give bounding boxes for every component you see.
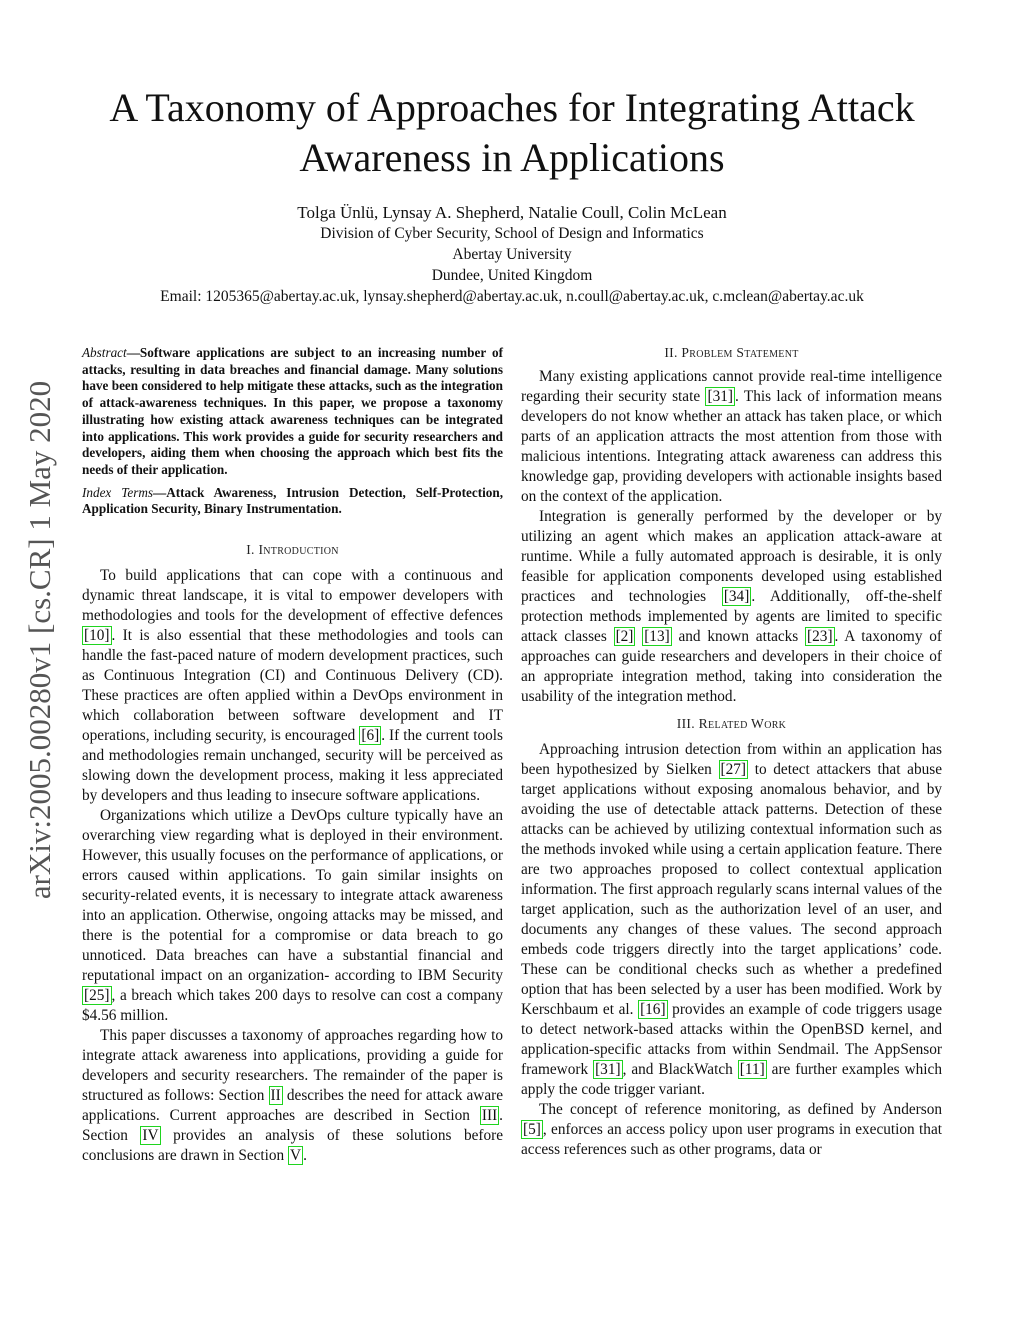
section-title: Introduction [258, 542, 339, 558]
text-run: Many existing applications cannot provide real-time intelligence regarding their security state [521, 368, 942, 405]
arxiv-identifier: arXiv:2005.00280v1 [cs.CR] 1 May 2020 [22, 380, 57, 900]
paragraph [82, 566, 503, 806]
abstract-label: Abstract [82, 345, 127, 360]
text-run: . Additionally, off-the-shelf protection methods implemented by agents are limited to specific attack classes [521, 588, 942, 645]
text-run: To build applications that can cope with a continuous and dynamic threat landscape, it is vital to empower developers with methodologies and tools for the development of effective defences [82, 567, 503, 625]
index-terms-label: Index Terms [82, 484, 153, 500]
index-terms-dash: — [153, 484, 167, 500]
section-link[interactable]: III [481, 1107, 498, 1125]
affiliation-emails: Email: 1205365@abertay.ac.uk, lynsay.shepherd@abertay.ac.uk, n.coull@abertay.ac.uk, c.mclean@abertay.ac.uk [160, 288, 864, 305]
text-run: describes the need for attack aware applications. Current approaches are described in Section [82, 1087, 503, 1125]
citation-link[interactable]: [11] [739, 1061, 765, 1078]
index-terms [82, 485, 503, 518]
abstract-text: Software applications are subject to an increasing number of attacks, resulting in data breaches and financial damage. Many solutions have been considered to help mitigate these attacks, such as the integration of attack-awareness techniques. In this paper, we propose a taxonomy illustrating how existing attack awareness techniques can be integrated into applications. This work provides a guide for security researchers and developers, aiding them when choosing the approach which best fits the needs of their application. [82, 345, 503, 477]
citation-link[interactable]: [23] [807, 628, 833, 645]
citation-link[interactable]: [2] [615, 628, 634, 645]
section-title: Problem Statement [681, 345, 799, 360]
introduction-body [82, 566, 503, 1166]
text-run: The concept of reference monitoring, as defined by Anderson [539, 1101, 942, 1118]
citation-link[interactable]: [5] [523, 1121, 541, 1138]
arxiv-sidebar [10, 320, 70, 960]
text-run: , a breach which takes 200 days to resolve can cost a company $4.56 million. [82, 987, 503, 1025]
section-heading-introduction [82, 542, 503, 558]
citation-link[interactable]: [10] [84, 627, 110, 645]
text-run: , and BlackWatch [622, 1061, 738, 1078]
section-number: I. [246, 542, 255, 558]
text-run: are further examples which apply the code trigger variant. [521, 1061, 942, 1098]
affiliation-location: Dundee, United Kingdom [431, 267, 593, 284]
citation-link[interactable]: [27] [720, 761, 747, 778]
section-heading-related-work [521, 716, 942, 732]
paragraph [82, 1026, 503, 1166]
text-run: . If the current tools and methodologies remain unchanged, security will be perceived as slowing down the development process, making it less appreciated by developers and thus leading to insecure software applications. [82, 727, 503, 805]
paper-title [60, 83, 964, 183]
citation-link[interactable]: [13] [644, 628, 670, 645]
abstract-dash: — [126, 345, 140, 360]
paragraph [521, 367, 942, 507]
text-run: . This lack of information means developers do not know whether an attack has taken place, or which parts of an application attracts the most attention from those with malicious intentions. Integrating attack awareness can address this knowledge gap, providing developers with actionable insights based on the context of the application. [521, 388, 942, 505]
text-run: Organizations which utilize a DevOps culture typically have an overarching view regarding what is deployed in their environment. However, this usually focuses on the performance of applications, or errors caused within applications. To gain similar insights on security-related events, it is necessary to integrate attack awareness into an application. Otherwise, ongoing attacks may be missed, and there is the potential for a compromise or data breach to go unnoticed. Data breaches can have a substantial financial and reputational impact on an organization- according to IBM Security [82, 807, 503, 985]
left-column [82, 345, 503, 1166]
text-run: provides an analysis of these solutions before conclusions are drawn in Section [82, 1127, 504, 1165]
section-heading-problem-statement [521, 345, 942, 361]
paragraph [82, 806, 503, 1026]
text-run: . It is also essential that these methodologies and tools can handle the fast-paced nature of modern development practices, such as Continuous Integration (CI) and Continuous Delivery (CD). These practices are often applied within a DevOps environment in which collaboration between software development and IT operations, including security, is encouraged [82, 627, 503, 745]
paragraph [521, 1100, 942, 1160]
text-run: . [303, 1147, 307, 1165]
index-terms-text: Attack Awareness, Intrusion Detection, Self-Protection, Application Security, Binary Instrumentation. [82, 484, 503, 517]
section-number: II. [664, 345, 678, 360]
text-run: This paper discusses a taxonomy of approaches regarding how to integrate attack awareness into applications, providing a guide for developers and security researchers. The remainder of the paper is structured as follows: Section [82, 1027, 503, 1105]
citation-link[interactable]: [34] [723, 588, 750, 605]
text-run: provides an example of code triggers usage to detect network-based attacks within the OpenBSD kernel, and application-specific attacks from within Sendmail. The AppSensor framework [521, 1001, 942, 1078]
text-run: Integration is generally performed by the developer or by utilizing an agent which makes an application attack-aware at runtime. While a fully automated approach is desirable, it is only feasible for application components developed using established practices and technologies [521, 508, 942, 605]
section-number: III. [676, 716, 695, 731]
paragraph [521, 740, 942, 1100]
author-list: Tolga Ünlü, Lynsay A. Shepherd, Natalie Coull, Colin McLean [297, 203, 727, 222]
citation-link[interactable]: [31] [707, 388, 733, 405]
affiliation-university: Abertay University [452, 246, 572, 263]
citation-link[interactable]: [25] [84, 987, 110, 1005]
text-run: and known attacks [671, 628, 806, 645]
abstract [82, 345, 503, 479]
text-run: to detect attackers that abuse target applications without exposing anomalous behavior, and by avoiding the use of detectable attack patterns. Detection of these attacks can be achieved by utilizing contextual information such as the methods invoked while using a certain application feature. There are two approaches proposed to collect contextual application information. The first approach regularly scans internal values of the target application, such as the authorization level of an user, and documents any changes of these values. The second approach embeds code triggers directly into the target applications’ code. These can be conditional checks such as whether a predefined option that has been selected by a user has been modified. Work by Kerschbaum et al. [521, 761, 942, 1018]
related-work-body [521, 740, 942, 1160]
section-link[interactable]: IV [142, 1127, 159, 1145]
text-run: . A taxonomy of approaches can guide researchers and developers in their choice of an appropriate integration method, taking into consideration the usability of the integration method. [521, 628, 943, 705]
paragraph [521, 507, 942, 707]
section-link[interactable]: V [290, 1147, 302, 1165]
text-run: , enforces an access policy upon user programs in execution that access references such as other programs, data or [521, 1121, 942, 1158]
section-title: Related Work [698, 716, 787, 731]
text-run: . Section [82, 1107, 503, 1145]
citation-link[interactable]: [16] [640, 1001, 666, 1018]
text-run: Approaching intrusion detection from within an application has been hypothesized by Sielken [521, 741, 942, 778]
right-column [521, 345, 942, 1160]
citation-link[interactable]: [6] [361, 727, 380, 745]
section-link[interactable]: II [270, 1087, 281, 1105]
title-line-2: Awareness in Applications [299, 135, 725, 180]
affiliation-division: Division of Cyber Security, School of Design and Informatics [320, 225, 704, 242]
citation-link[interactable]: [31] [595, 1061, 621, 1078]
problem-statement-body [521, 367, 942, 707]
title-line-1: A Taxonomy of Approaches for Integrating Attack [109, 85, 915, 130]
